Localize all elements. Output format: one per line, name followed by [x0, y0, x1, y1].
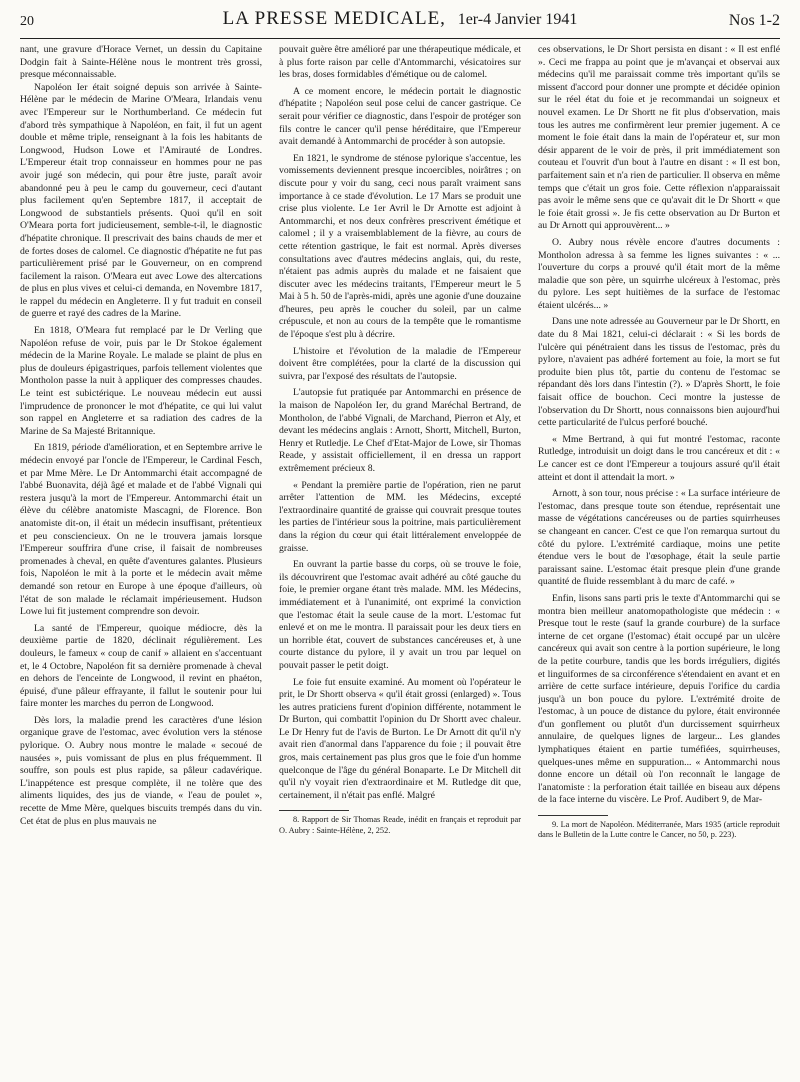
- paragraph: « Pendant la première partie de l'opération, rien ne parut arrêter l'attention de MM. les Médecins, excepté l'extraordinaire quantité de graisse qui couvrait presque toutes les parties de l'intérieur sous la poitrine, mais particulièrement dans la région du cœur qui était littéralement enveloppée de graisse.: [279, 479, 521, 554]
- footnote-divider: [538, 815, 608, 816]
- paragraph: Napoléon Ier était soigné depuis son arrivée à Sainte-Hélène par le médecin de Marine O'Meara, Irlandais venu avec l'Empereur sur le Northumberland. Ce médecin fut d'abord très sympathique à Napoléon, en fait, il fut un agent double et même triple, renseignant à la fois les habitants de Longwood, Hudson Lowe et l'Amirauté de Londres. L'Empereur était trop connaisseur en hommes pour ne pas avoir jugé son médecin, qui pour être juste, paraît avoir abandonné peu à peu le camp du gouverneur, ceci d'autant plus facilement qu'en Septembre 1817, il acceptait de Longwood de substantiels présents. Quoi qu'il en soit O'Meara porta fort judicieusement, semble-t-il, le diagnostic d'hépatite chronique. Il prescrivait des bains chauds de mer et de fortes doses de calomel. Ce diagnostic d'hépatite ne fut pas particulièrement prisé par le Gouverneur, on en comprend facilement la raison. O'Meara eut avec Lowe des altercations de plus en plus vives et celui-ci demanda, en Novembre 1817, le rappel du médecin en Angleterre. Il y fut traduit en conseil de guerre et rayé des cadres de la Marine.: [20, 81, 262, 320]
- journal-title: LA PRESSE MEDICALE,: [222, 8, 446, 29]
- footnote-divider: [279, 810, 349, 811]
- column-2: [279, 44, 521, 1074]
- journal-title-line: [20, 8, 780, 30]
- paragraph: Dans une note adressée au Gouverneur par le Dr Shortt, en date du 8 Mai 1821, celui-ci déclarait : « Si les bords de l'ulcère qui pénétraient dans les tissus de l'estomac, près du pylore, n'avaient pas adhéré fortement au foie, la mort se fut produite bien plus tôt, partie du contenu de l'estomac se répandant dès lors dans l'intestin (?). » D'après Shortt, le foie faisait office de bouchon. Ceci montre la justesse de l'observation du Dr Shortt, nous connaissons bien aujourd'hui cette particularité de l'ulcus perforé bouché.: [538, 316, 780, 429]
- paragraph: La santé de l'Empereur, quoique médiocre, dès la deuxième partie de 1820, déclinait régulièrement. Les douleurs, le fameux « coup de canif » allaient en s'accentuant et, le 4 Octobre, Napoléon fit sa dernière promenade à cheval en dehors de l'enceinte de Longwood, il revint en phaéton, épuisé, d'une pâleur effrayante, il fallut le soutenir pour lui faire monter les marches du perron de Longwood.: [20, 622, 262, 710]
- paragraph: « Mme Bertrand, à qui fut montré l'estomac, raconte Rutledge, introduisit un doigt dans le trou cancéreux et dit : « Le cancer est ce dont l'Empereur a toujours assuré qu'il était atteint et dont il attendait la mort. »: [538, 433, 780, 483]
- paragraph: En 1819, période d'amélioration, et en Septembre arrive le médecin envoyé par l'oncle de l'Empereur, le Cardinal Fesch, et par Mme Mère. Le Dr Antommarchi était accompagné de l'abbé Buonavita, déjà âgé et malade et de l'abbé Vignali qui restera jusqu'à la mort de l'Empereur. Antommarchi était un élève du célèbre anatomiste Mascagni, de Florence. Bon anatomiste dit-on, il était un médecin insuffisant, prétentieux et peu consciencieux. On ne le trouvera jamais lorsque l'Empereur souffrira d'une crise, il faisait de nombreuses promenades à cheval, en quête d'aventures galantes. Plusieurs fois, Napoléon le mit à la porte et le médecin avait même demandé son retour en Europe à une époque d'ailleurs, où l'état de son malade le réclamait impérieusement. Hudson Lowe lui fit justement comprendre son devoir.: [20, 442, 262, 618]
- paragraph: Le foie fut ensuite examiné. Au moment où l'opérateur le prit, le Dr Shortt observa « qu'il était grossi (enlarged) ». Tous les autres praticiens furent d'opinion différente, notamment le Dr Burton, qui combattit l'opinion du Dr Shortt avec chaleur. Le Dr Henry fut de l'avis de Burton. Le Dr Arnott dit qu'il n'y avait rien d'anormal dans l'apparence du foie ; il pouvait être gros, mais certainement pas plus gros que le foie d'un homme quelconque de l'âge du général Bonaparte. Le Dr Mitchell dit qu'il n'y voyait rien d'extraordinaire et M. Rutledge dit que, certainement, il n'était pas enflé. Malgré: [279, 676, 521, 801]
- paragraph: nant, une gravure d'Horace Vernet, un dessin du Capitaine Dodgin fait à Sainte-Hélène nous le montrent très grossi, presque méconnaissable.: [20, 44, 262, 81]
- footnote-9: 9. La mort de Napoléon. Méditerranée, Mars 1935 (article reproduit dans le Bulletin de la Lutte contre le Cancer, no 50, p. 223).: [538, 820, 780, 840]
- paragraph: En 1821, le syndrome de sténose pylorique s'accentue, les vomissements deviennent presque incoercibles, noirâtres ; on discute pour y voir du sang, ceci nous paraît vraiment sans importance à ce stade d'évolution. Le 17 Mars se produit une crise plus violente. Le 1er Avril le Dr Arnotte est adjoint à Antommarchi, et nos deux confrères prescrivent émétique et calomel ; il y a vraisemblablement de la fièvre, au cours de cette rétention gastrique, le fait est normal. Après diverses consultations avec d'autres médecins anglais, qui, du reste, n'étaient pas admis auprès du malade et ne faisaient que discuter avec les médecins traitants, l'Empereur meurt le 5 Mai à 5 h. 50 de l'après-midi, après une agonie d'une douzaine d'heures, peu après le coucher du soleil, par un calme crépuscule, et non au cours de la tempête que le romantisme de l'époque s'est plu à décrire.: [279, 152, 521, 341]
- paragraph: ces observations, le Dr Short persista en disant : « Il est enflé ». Ceci me frappa au point que je m'avançai et observai aux médecins qu'il me paraissait comme très important qu'ils se missent d'accord pour donner une prompte et décidée opinion sur le réel état du foie et je recommandai un soigneux et nouvel examen. Le Dr Shortt ne fit plus d'observation, mais tous les autres me confirmèrent leur premier jugement. A ce moment le foie était dans la main de l'opérateur et, sur mon désir apparent de le voir de près, il prit immédiatement son couteau et l'ouvrit d'un bout à l'autre en disant : « Il est bon, parfaitement sain et n'a rien de particulier. Il observa en même temps que c'était un gros foie. Cette réflexion n'apparaissait pas avoir le même sens que ce qu'avait dit le Dr Shortt « que le foie était grossi ». Je fis cette observation au Dr Burton et au Dr Arnott qui approuvèrent... »: [538, 44, 780, 232]
- article-body: [20, 44, 780, 1074]
- column-1: [20, 44, 262, 1074]
- paragraph: En ouvrant la partie basse du corps, où se trouve le foie, ils découvrirent que l'estomac avait adhéré au côté gauche du foie, le premier organe étant très malade. MM. les Médecins, immédiatement et à l'unanimité, ont exprimé la conviction que l'estomac était la seule cause de la mort. L'estomac fut enlevé et on me le montra. Il paraissait pour les deux tiers en un horrible état, couvert de substances cancéreuses et, à une courte distance du pylore, il y avait un trou par lequel on pouvait passer le petit doigt.: [279, 559, 521, 671]
- paragraph: A ce moment encore, le médecin portait le diagnostic d'hépatite ; Napoléon seul pose celui de cancer gastrique. Ce serait pour vérifier ce diagnostic, dans l'espoir de protéger son fils contre le cancer qu'il pense héréditaire, que l'Empereur avait demandé à Antommarchi de procéder à son autopsie.: [279, 85, 521, 148]
- issue-date: 1er-4 Janvier 1941: [457, 11, 578, 28]
- paragraph: O. Aubry nous révèle encore d'autres documents : Montholon adressa à sa femme les lignes suivantes : « ... l'ouverture du corps a prouvé qu'il était mort de la même maladie que son père, un squirrhe ulcéreux à l'estomac, près du pylore. Les sept huitièmes de la surface de l'estomac étaient ulcérés... »: [538, 236, 780, 311]
- footnote-8: 8. Rapport de Sir Thomas Reade, inédit en français et reproduit par O. Aubry : Sainte-Hélène, 2, 252.: [279, 815, 521, 835]
- paragraph: Enfin, lisons sans parti pris le texte d'Antommarchi qui se montra bien meilleur anatomopathologiste que médecin : « Presque tout le reste (sauf la grande courbure) de la surface interne de cet organe (l'estomac) était occupé par un ulcère cancéreux qui avait son centre à la portion supérieure, le long de la petite courbure, tandis que les bords irréguliers, digités et linguiformes de sa circonférence s'étendaient en avant et en arrière de cette surface intérieure, depuis l'orifice du cardia jusqu'à un bon pouce du pylore. L'extrémité droite de l'estomac, à un pouce de distance du pylore, était environnée d'un gonflement ou plutôt d'un durcissement squirrheux annulaire, de quelques lignes de largeur... Les glandes lymphatiques étaient en partie tuméfiées, squirrheuses, quelques-unes même en suppuration... « Antommarchi nous donne encore un détail où l'on reconnaît le langage de l'anatomiste : la perforation était taillée en biseau aux dépens de la face interne du viscère. Le Prof. Audibert 9, de Mar-: [538, 592, 780, 806]
- page-header: [20, 4, 780, 39]
- page-number: 20: [20, 14, 34, 29]
- paragraph: Arnott, à son tour, nous précise : « La surface intérieure de l'estomac, dans presque toute son étendue, représentait une masse de végétations cancéreuses ou de parties squirrheuses se changeant en cancer. C'est ce que l'on remarqua surtout du côté du pylore. L'extrémité cardiaque, moins une petite étendue vers le bout de l'œsophage, était la seule partie paraissant saine. L'estomac était presque plein d'une grande quantité de fluide ressemblant à du marc de café. »: [538, 488, 780, 588]
- column-3: [538, 44, 780, 1074]
- paragraph: L'autopsie fut pratiquée par Antommarchi en présence de la maison de Napoléon Ier, du grand Maréchal Bertrand, de Montholon, de l'abbé Vignali, de Marchand, Pierron et Aly, et devant les médecins anglais : Arnott, Shortt, Mitchell, Burton, Henry et Rutledje. Le Chef d'Etat-Major de Lowe, sir Thomas Reade, y assistait officiellement, il en dressa un rapport extrêmement précieux 8.: [279, 387, 521, 474]
- paragraph: En 1818, O'Meara fut remplacé par le Dr Verling que Napoléon refuse de voir, puis par le Dr Stokoe également médecin de la Marine Royale. Le malade se plaint de plus en plus de douleurs épigastriques, parfois tellement violentes que Montholon passe la nuit à appliquer des compresses chaudes. Le teint est subictérique. Le nouveau médecin eut aussi l'imprudence de prononcer le mot d'hépatite, ce qui lui valut son rappel en Angleterre et sa radiation des cadres de la Marine de Sa Majesté Britannique.: [20, 325, 262, 437]
- paragraph: Dès lors, la maladie prend les caractères d'une lésion organique grave de l'estomac, avec évolution vers la sténose pylorique. O. Aubry nous montre le malade « secoué de nausées », puis vomissant de plus en plus fréquemment. Il souffre, son pouls est plus rapide, sa pâleur cadavérique. L'inappétence est presque complète, il ne tolère que des aliments liquides, des jus de viande, « l'eau de poulet », recette de Mme Mère, quelques biscuits trempés dans du vin. Cet état de plus en plus mauvais ne: [20, 714, 262, 827]
- paragraph: pouvait guère être amélioré par une thérapeutique médicale, et à plus forte raison par celle d'Antommarchi, vésicatoires sur les bras, doses formidables d'émétique ou de calomel.: [279, 44, 521, 81]
- paragraph: L'histoire et l'évolution de la maladie de l'Empereur doivent être complétées, pour la clarté de la discussion qui suivra, par l'exposé des résultats de l'autopsie.: [279, 345, 521, 382]
- issue-number: Nos 1-2: [728, 12, 780, 29]
